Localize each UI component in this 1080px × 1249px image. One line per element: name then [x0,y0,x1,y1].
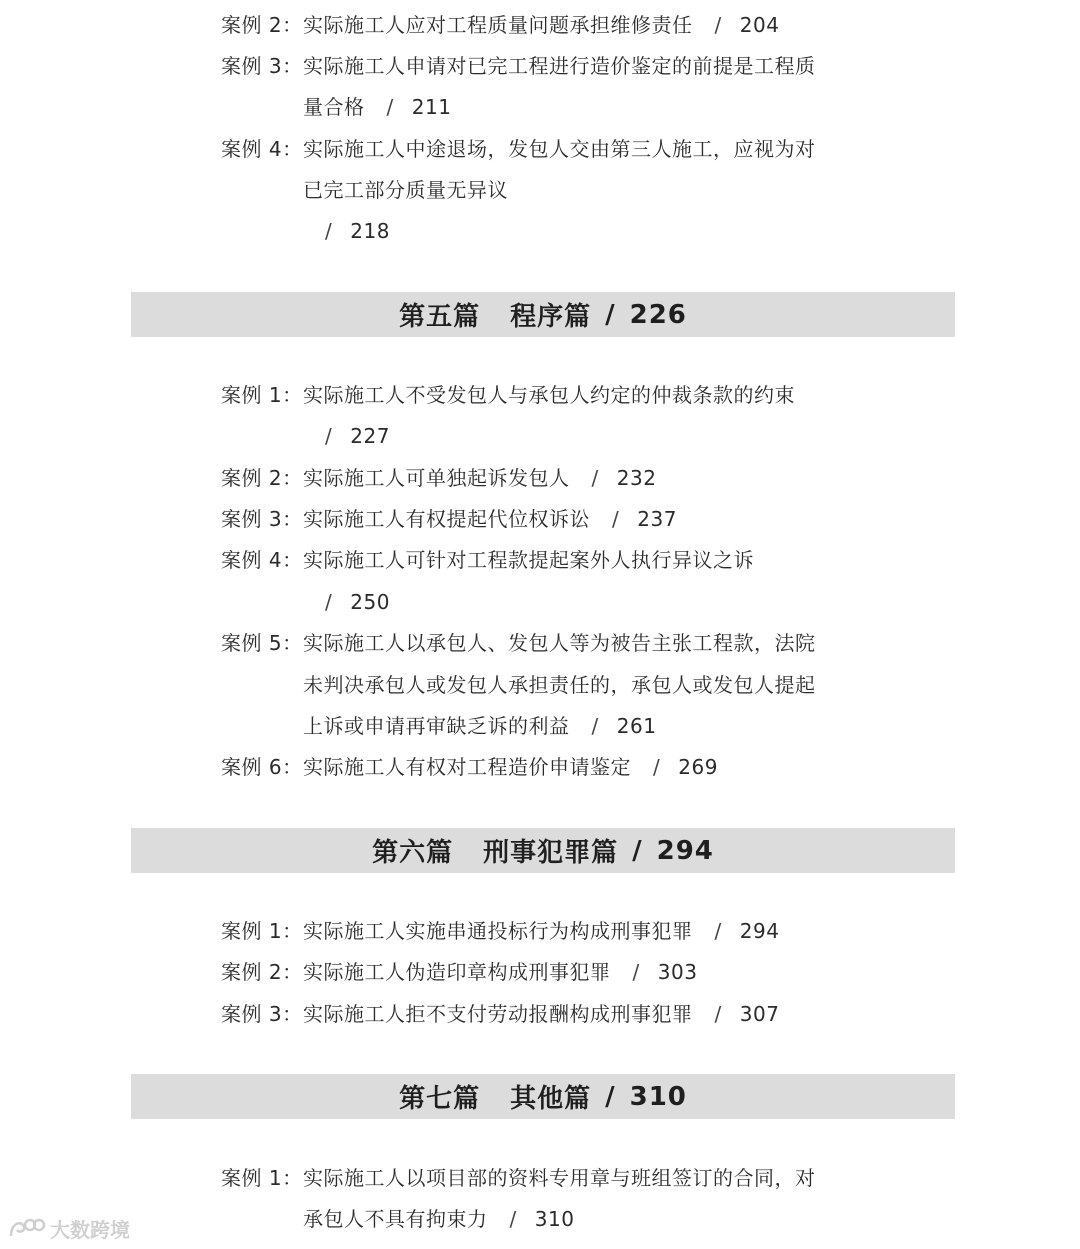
separator: / [714,13,722,37]
separator: / [591,714,599,738]
case-label: 案例 2： [221,13,303,37]
page-number: 237 [637,507,677,531]
separator: / [714,919,722,943]
part-heading-7 [131,1074,955,1119]
case-title-line: 实际施工人应对工程质量问题承担维修责任 [303,13,693,37]
case-label: 案例 6： [221,755,303,779]
separator: / [612,507,620,531]
separator: / [632,835,643,866]
case-label: 案例 2： [221,960,303,984]
page-number: 211 [411,95,452,119]
separator: / [325,590,333,614]
case-title-line: 未判决承包人或发包人承担责任的，承包人或发包人提起 [303,673,816,697]
case-title-line: 实际施工人以项目部的资料专用章与班组签订的合同，对 [303,1166,816,1190]
case-label: 案例 3： [221,54,303,78]
part-name: 其他篇 [510,1084,592,1114]
separator: / [653,755,661,779]
page-number: 269 [678,755,718,779]
case-title-line: 上诉或申请再审缺乏诉的利益 [303,714,570,738]
page-number: 250 [350,590,390,614]
page-number: 294 [739,919,780,943]
case-title-line: 承包人不具有拘束力 [303,1207,488,1231]
case-label: 案例 4： [221,137,303,161]
separator: / [325,219,333,243]
case-title [303,916,779,946]
case-title [303,752,718,782]
case-title [303,463,656,493]
part-page: 226 [629,299,687,330]
case-title-line: 实际施工人中途退场，发包人交由第三人施工，应视为对 [303,137,816,161]
page-ref [325,421,390,451]
page-ref [325,587,390,617]
case-title [303,92,451,122]
case-title-line: 实际施工人可针对工程款提起案外人执行异议之诉 [303,548,754,572]
case-title-line: 实际施工人实施串通投标行为构成刑事犯罪 [303,919,693,943]
case-title [303,1204,574,1234]
case-title [303,957,697,987]
case-title-line: 实际施工人拒不支付劳动报酬构成刑事犯罪 [303,1002,693,1026]
case-title-line: 实际施工人可单独起诉发包人 [303,466,570,490]
case-title-line: 实际施工人有权提起代位权诉讼 [303,507,590,531]
case-title [303,10,779,40]
page-number: 218 [350,219,390,243]
separator: / [386,95,394,119]
case-label: 案例 3： [221,507,303,531]
part-name: 刑事犯罪篇 [483,838,619,868]
case-label: 案例 1： [221,1166,303,1190]
case-title-line: 实际施工人申请对已完工程进行造价鉴定的前提是工程质 [303,54,816,78]
case-title-line: 实际施工人伪造印章构成刑事犯罪 [303,960,611,984]
case-label: 案例 1： [221,383,303,407]
page-number: 310 [534,1207,575,1231]
part-number: 第五篇 [399,302,481,332]
part-name: 程序篇 [510,302,592,332]
case-title [303,711,656,741]
part-heading-5 [131,292,955,337]
separator: / [632,960,640,984]
logo-icon [8,1216,46,1240]
watermark [8,1212,148,1244]
page-number: 227 [350,424,390,448]
case-title-line: 实际施工人有权对工程造价申请鉴定 [303,755,631,779]
case-title [303,999,779,1029]
case-title-line: 已完工部分质量无异议 [303,178,508,202]
case-title-line: 实际施工人不受发包人与承包人约定的仲裁条款的约束 [303,383,795,407]
page-ref [325,216,390,246]
watermark-text: 大数跨境 [50,1217,130,1242]
separator: / [605,299,616,330]
case-title [303,504,677,534]
page-number: 307 [739,1002,780,1026]
separator: / [591,466,599,490]
case-label: 案例 1： [221,919,303,943]
case-title-line: 实际施工人以承包人、发包人等为被告主张工程款，法院 [303,631,816,655]
case-label: 案例 3： [221,1002,303,1026]
separator: / [325,424,333,448]
page-number: 204 [739,13,780,37]
part-page: 294 [656,835,714,866]
case-title-line: 量合格 [303,95,365,119]
page-number: 232 [616,466,657,490]
page-number: 303 [657,960,698,984]
part-page: 310 [629,1081,687,1112]
part-number: 第七篇 [399,1084,481,1114]
part-number: 第六篇 [372,838,454,868]
case-label: 案例 4： [221,548,303,572]
part-heading-6 [131,828,955,873]
page-number: 261 [616,714,657,738]
case-label: 案例 5： [221,631,303,655]
separator: / [605,1081,616,1112]
case-label: 案例 2： [221,466,303,490]
separator: / [509,1207,517,1231]
separator: / [714,1002,722,1026]
